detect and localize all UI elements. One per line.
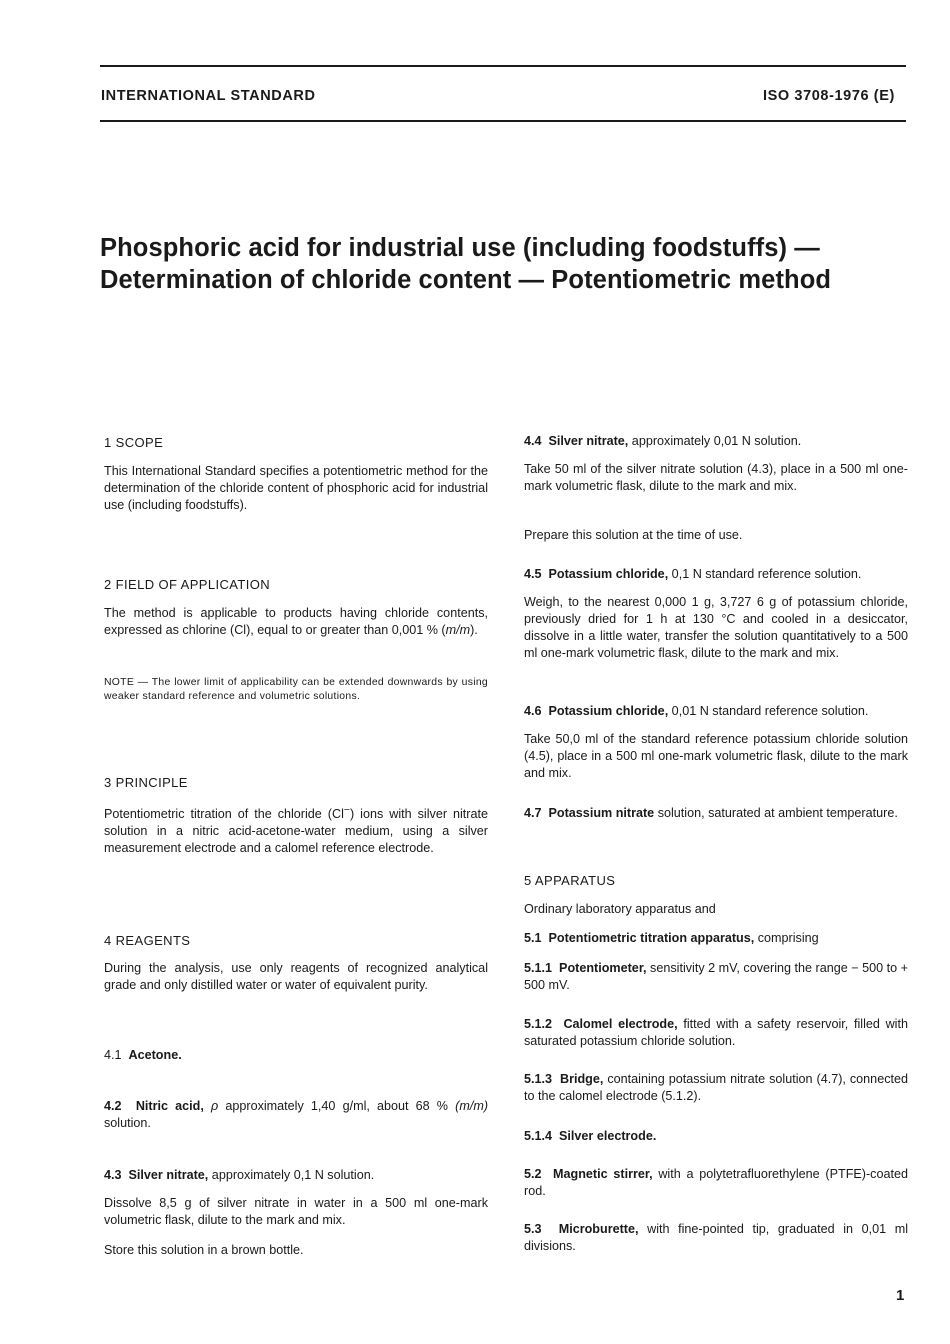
clause-4-5: 4.5 Potassium chloride, 0,1 N standard reference solution. <box>524 567 862 581</box>
page-number: 1 <box>896 1287 905 1304</box>
section-2-note: NOTE — The lower limit of applicability can be extended downwards by using weaker standard reference and volumetric solutions. <box>104 677 488 702</box>
section-2-heading: 2 FIELD OF APPLICATION <box>104 577 271 592</box>
section-5-heading: 5 APPARATUS <box>524 873 616 888</box>
title-line-2: Determination of chloride content — Potentiometric method <box>100 266 832 294</box>
clause-5-1-2: 5.1.2 Calomel electrode, fitted with a safety reservoir, filled with saturated potassium chloride solution. <box>524 1017 908 1048</box>
section-4-heading: 4 REAGENTS <box>104 933 191 948</box>
clause-4-4-prepare: Prepare this solution at the time of use. <box>524 528 743 542</box>
section-3-text: Potentiometric titration of the chloride (Cl−) ions with silver nitrate solution in a nitric acid-acetone-water medium, using a silver measurement electrode and a calomel reference electrode. <box>104 804 488 856</box>
clause-5-1-3: 5.1.3 Bridge, containing potassium nitrate solution (4.7), connected to the calomel electrode (5.1.2). <box>524 1072 908 1103</box>
clause-4-1: 4.1 Acetone. <box>104 1048 182 1062</box>
clause-4-7: 4.7 Potassium nitrate solution, saturated at ambient temperature. <box>524 806 898 820</box>
left-column <box>104 0 488 1344</box>
section-1-heading: 1 SCOPE <box>104 435 164 450</box>
clause-4-3-storage: Store this solution in a brown bottle. <box>104 1243 304 1257</box>
section-1-text: This International Standard specifies a potentiometric method for the determination of the chloride content of phosphoric acid for industrial use (including foodstuffs). <box>104 464 488 512</box>
section-4-text: During the analysis, use only reagents of recognized analytical grade and only distilled water or water of equivalent purity. <box>104 961 488 992</box>
clause-4-2: 4.2 Nitric acid, ρ approximately 1,40 g/ml, about 68 % (m/m) solution. <box>104 1099 489 1130</box>
clause-4-6: 4.6 Potassium chloride, 0,01 N standard reference solution. <box>524 704 869 718</box>
header-standard-label: INTERNATIONAL STANDARD <box>101 88 316 104</box>
clause-5-3: 5.3 Microburette, with fine-pointed tip, graduated in 0,01 ml divisions. <box>524 1222 909 1253</box>
header-standard-number: ISO 3708-1976 (E) <box>763 88 895 104</box>
section-3-heading: 3 PRINCIPLE <box>104 775 188 790</box>
clause-4-4: 4.4 Silver nitrate, approximately 0,01 N solution. <box>524 434 802 448</box>
section-2-text: The method is applicable to products having chloride contents, expressed as chlorine (Cl), equal to or greater than 0,001 % (m/m). <box>104 606 488 637</box>
section-5-text: Ordinary laboratory apparatus and <box>524 902 716 916</box>
right-column <box>524 0 908 1344</box>
clause-4-3: 4.3 Silver nitrate, approximately 0,1 N solution. <box>104 1168 375 1182</box>
clause-4-6-text: Take 50,0 ml of the standard reference potassium chloride solution (4.5), place in a 500 ml one-mark volumetric flask, dilute to the mark and mix. <box>524 732 908 780</box>
clause-4-3-text: Dissolve 8,5 g of silver nitrate in water in a 500 ml one-mark volumetric flask, dilute to the mark and mix. <box>104 1196 488 1227</box>
title-line-1: Phosphoric acid for industrial use (including foodstuffs) — <box>100 234 820 262</box>
clause-5-2: 5.2 Magnetic stirrer, with a polytetrafluorethylene (PTFE)-coated rod. <box>524 1167 908 1198</box>
clause-5-1-4: 5.1.4 Silver electrode. <box>524 1129 657 1143</box>
clause-5-1: 5.1 Potentiometric titration apparatus, comprising <box>524 931 819 945</box>
clause-4-4-text: Take 50 ml of the silver nitrate solution (4.3), place in a 500 ml one-mark volumetric flask, dilute to the mark and mix. <box>524 462 908 493</box>
clause-5-1-1: 5.1.1 Potentiometer, sensitivity 2 mV, covering the range − 500 to + 500 mV. <box>524 961 909 992</box>
clause-4-5-text: Weigh, to the nearest 0,000 1 g, 3,727 6 g of potassium chloride, previously dried for 1 h at 130 °C and cooled in a desiccator, dissolve in a little water, transfer the solution quantitatively to a 500 ml one-mark volumetric flask, dilute to the mark and mix. <box>524 595 908 660</box>
